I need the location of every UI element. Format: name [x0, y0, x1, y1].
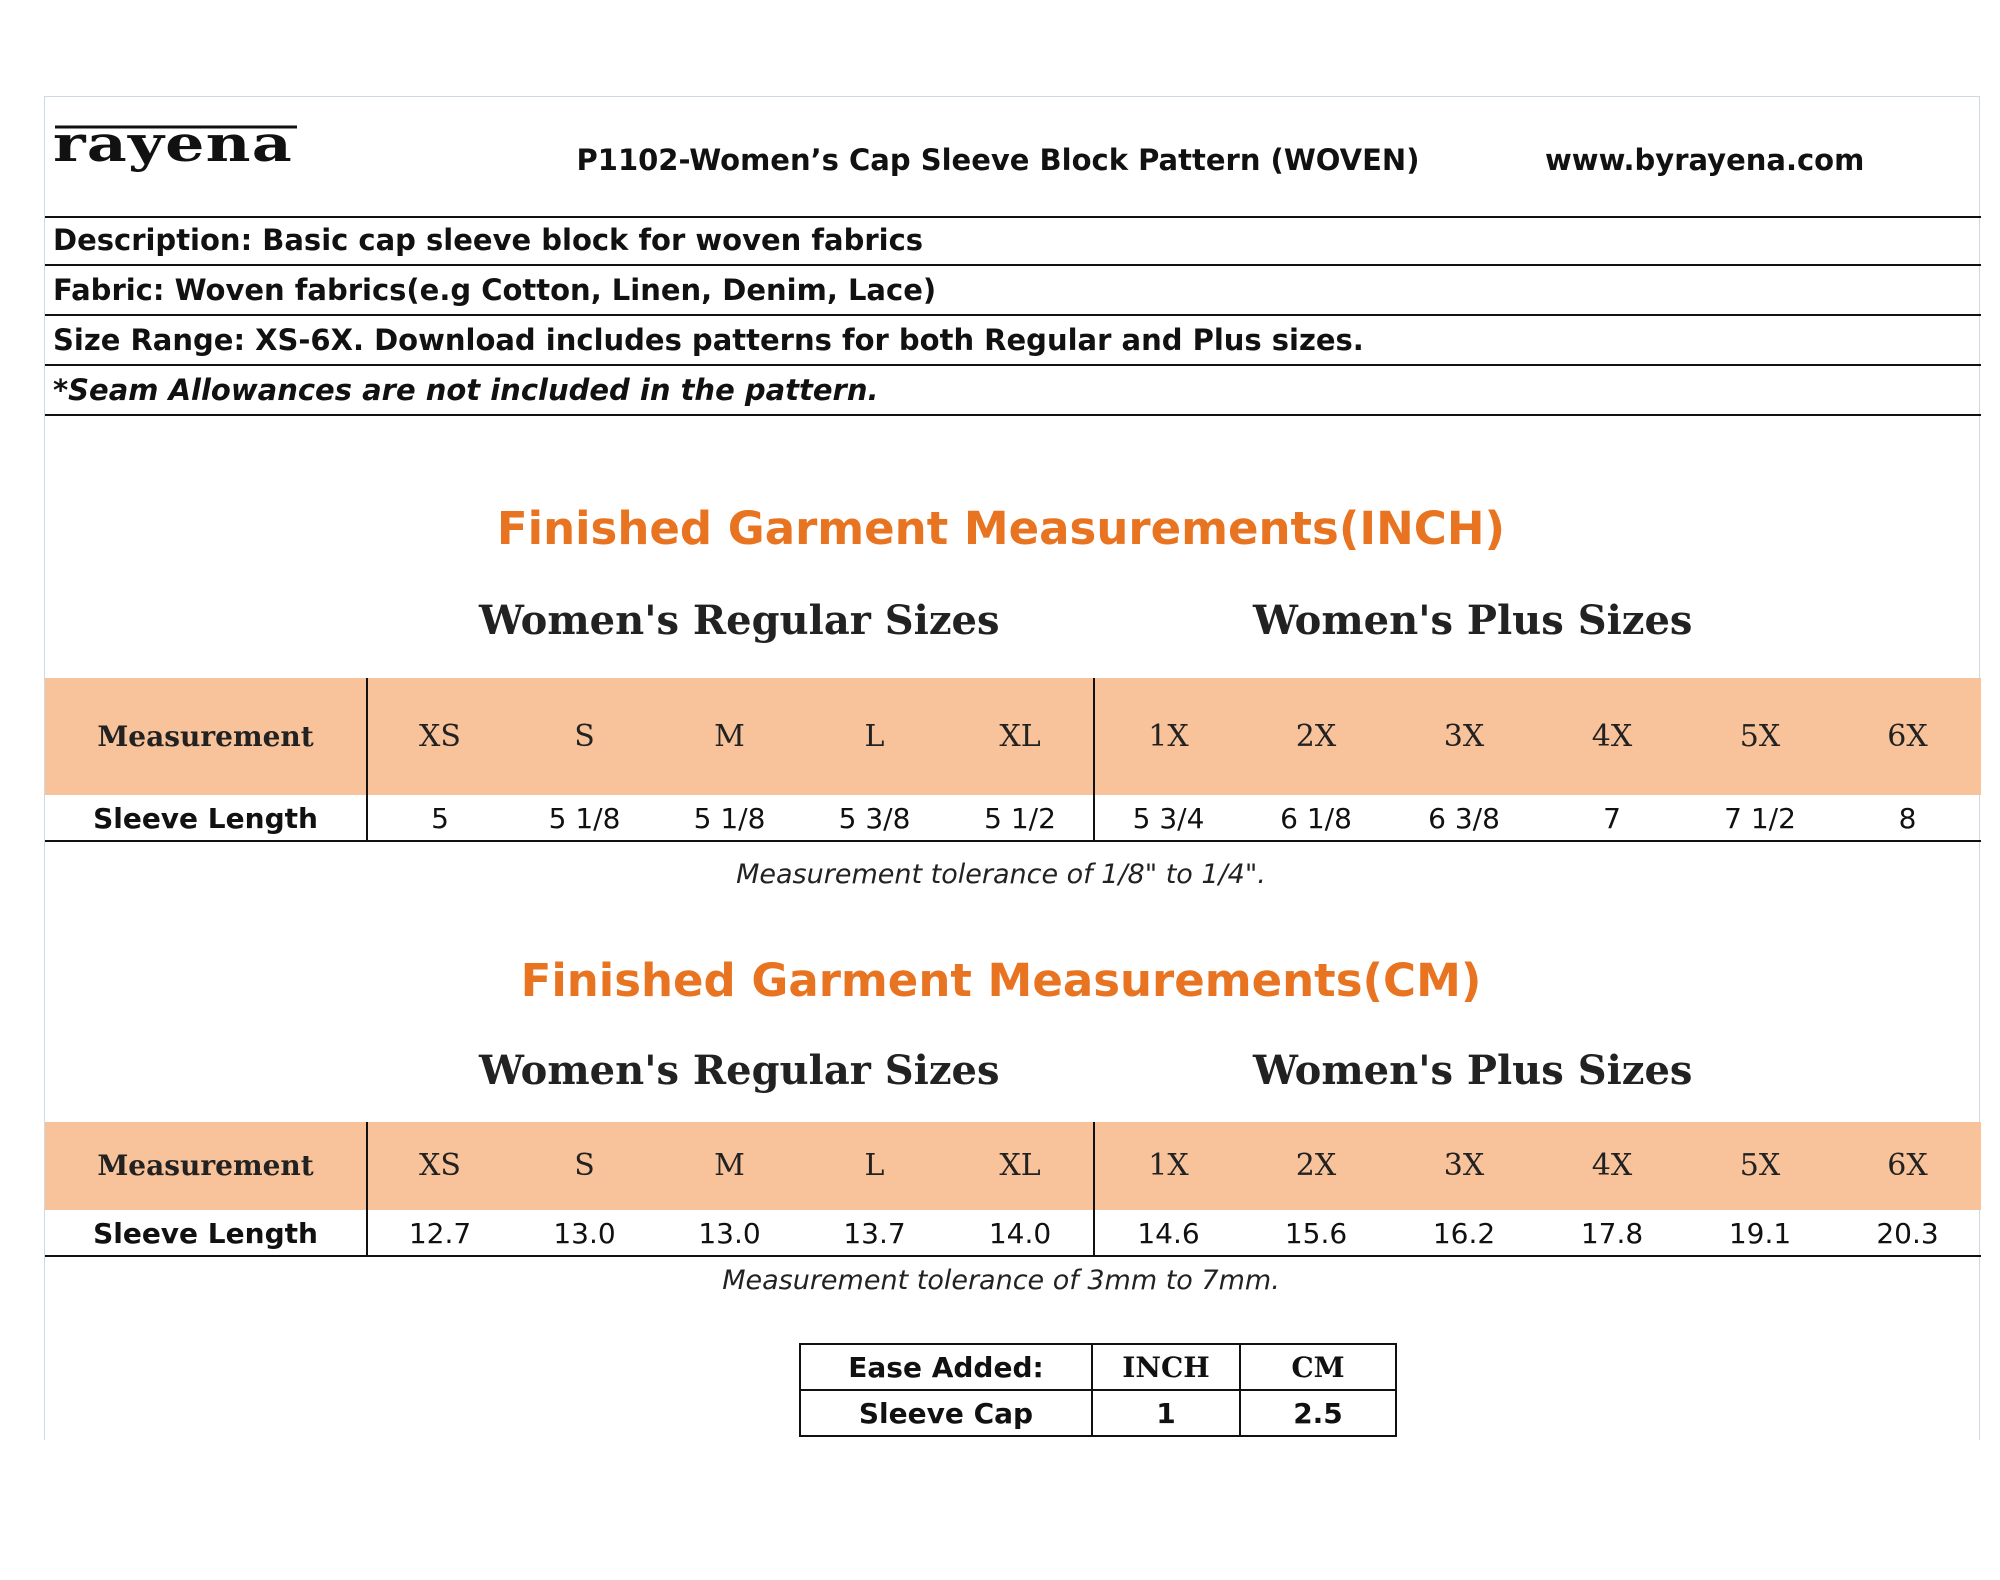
column-header: S — [512, 1122, 657, 1210]
ease-header-row — [800, 1344, 1396, 1390]
column-header: 5X — [1686, 1122, 1834, 1210]
column-header: 5X — [1686, 678, 1834, 795]
row-label: Sleeve Length — [45, 1210, 367, 1256]
description-row: Description: Basic cap sleeve block for woven fabrics — [45, 216, 1981, 266]
ease-header-cm: CM — [1240, 1344, 1396, 1390]
table-row — [45, 795, 1981, 841]
table-cell: 16.2 — [1390, 1210, 1538, 1256]
table-cell: 5 3/8 — [802, 795, 947, 841]
inch-measurement-table — [45, 678, 1981, 842]
table-cell: 5 3/4 — [1094, 795, 1242, 841]
column-header: 6X — [1834, 1122, 1981, 1210]
table-cell: 7 — [1538, 795, 1686, 841]
page-title: P1102-Women’s Cap Sleeve Block Pattern (WOVEN) — [576, 143, 1420, 177]
column-header: Measurement — [45, 1122, 367, 1210]
column-header: 3X — [1390, 678, 1538, 795]
column-header: 4X — [1538, 678, 1686, 795]
table-cell: 6 3/8 — [1390, 795, 1538, 841]
column-header: XL — [947, 678, 1094, 795]
cm-tolerance-note: Measurement tolerance of 3mm to 7mm. — [722, 1265, 1280, 1296]
website-url: www.byrayena.com — [1545, 143, 1865, 177]
size-range-row: Size Range: XS-6X. Download includes patterns for both Regular and Plus sizes. — [45, 316, 1981, 366]
column-header: M — [657, 678, 802, 795]
inch-tolerance-note: Measurement tolerance of 1/8" to 1/4". — [736, 859, 1266, 890]
ease-header-label: Ease Added: — [800, 1344, 1092, 1390]
table-cell: 5 1/8 — [512, 795, 657, 841]
table-cell: 14.6 — [1094, 1210, 1242, 1256]
column-header: 2X — [1242, 678, 1390, 795]
column-header: XS — [367, 678, 512, 795]
table-cell: 5 1/8 — [657, 795, 802, 841]
column-header: XS — [367, 1122, 512, 1210]
row-label: Sleeve Length — [45, 795, 367, 841]
cm-plus-label: Women's Plus Sizes — [1253, 1047, 1693, 1094]
table-cell: 19.1 — [1686, 1210, 1834, 1256]
table-cell: 14.0 — [947, 1210, 1094, 1256]
cm-regular-label: Women's Regular Sizes — [479, 1047, 1000, 1094]
ease-header-inch: INCH — [1092, 1344, 1240, 1390]
table-cell: 17.8 — [1538, 1210, 1686, 1256]
table-cell: 13.0 — [512, 1210, 657, 1256]
fabric-row: Fabric: Woven fabrics(e.g Cotton, Linen, Denim, Lace) — [45, 266, 1981, 316]
ease-cm-value: 2.5 — [1240, 1390, 1396, 1436]
ease-row — [800, 1390, 1396, 1436]
ease-inch-value: 1 — [1092, 1390, 1240, 1436]
column-header: 2X — [1242, 1122, 1390, 1210]
ease-row-label: Sleeve Cap — [800, 1390, 1092, 1436]
column-header: L — [802, 678, 947, 795]
table-cell: 12.7 — [367, 1210, 512, 1256]
cm-measurement-table — [45, 1122, 1981, 1257]
inch-regular-label: Women's Regular Sizes — [479, 597, 1000, 644]
column-header: 3X — [1390, 1122, 1538, 1210]
column-header: XL — [947, 1122, 1094, 1210]
header-bar — [45, 97, 1981, 218]
table-cell: 13.7 — [802, 1210, 947, 1256]
table-header-row — [45, 1122, 1981, 1210]
column-header: 4X — [1538, 1122, 1686, 1210]
inch-section-title: Finished Garment Measurements(INCH) — [496, 502, 1506, 555]
table-cell: 13.0 — [657, 1210, 802, 1256]
svg-text:rayena: rayena — [53, 117, 293, 173]
column-header: M — [657, 1122, 802, 1210]
column-header: 1X — [1094, 678, 1242, 795]
column-header: 6X — [1834, 678, 1981, 795]
table-header-row — [45, 678, 1981, 795]
table-cell: 5 1/2 — [947, 795, 1094, 841]
table-cell: 15.6 — [1242, 1210, 1390, 1256]
inch-plus-label: Women's Plus Sizes — [1253, 597, 1693, 644]
table-cell: 8 — [1834, 795, 1981, 841]
table-row — [45, 1210, 1981, 1256]
size-chart-sheet — [44, 96, 1980, 1440]
column-header: L — [802, 1122, 947, 1210]
seam-note-row: *Seam Allowances are not included in the pattern. — [45, 366, 1981, 416]
column-header: S — [512, 678, 657, 795]
column-header: 1X — [1094, 1122, 1242, 1210]
column-header: Measurement — [45, 678, 367, 795]
table-cell: 7 1/2 — [1686, 795, 1834, 841]
ease-table — [799, 1343, 1397, 1437]
table-cell: 5 — [367, 795, 512, 841]
table-cell: 6 1/8 — [1242, 795, 1390, 841]
cm-section-title: Finished Garment Measurements(CM) — [520, 954, 1482, 1007]
table-cell: 20.3 — [1834, 1210, 1981, 1256]
